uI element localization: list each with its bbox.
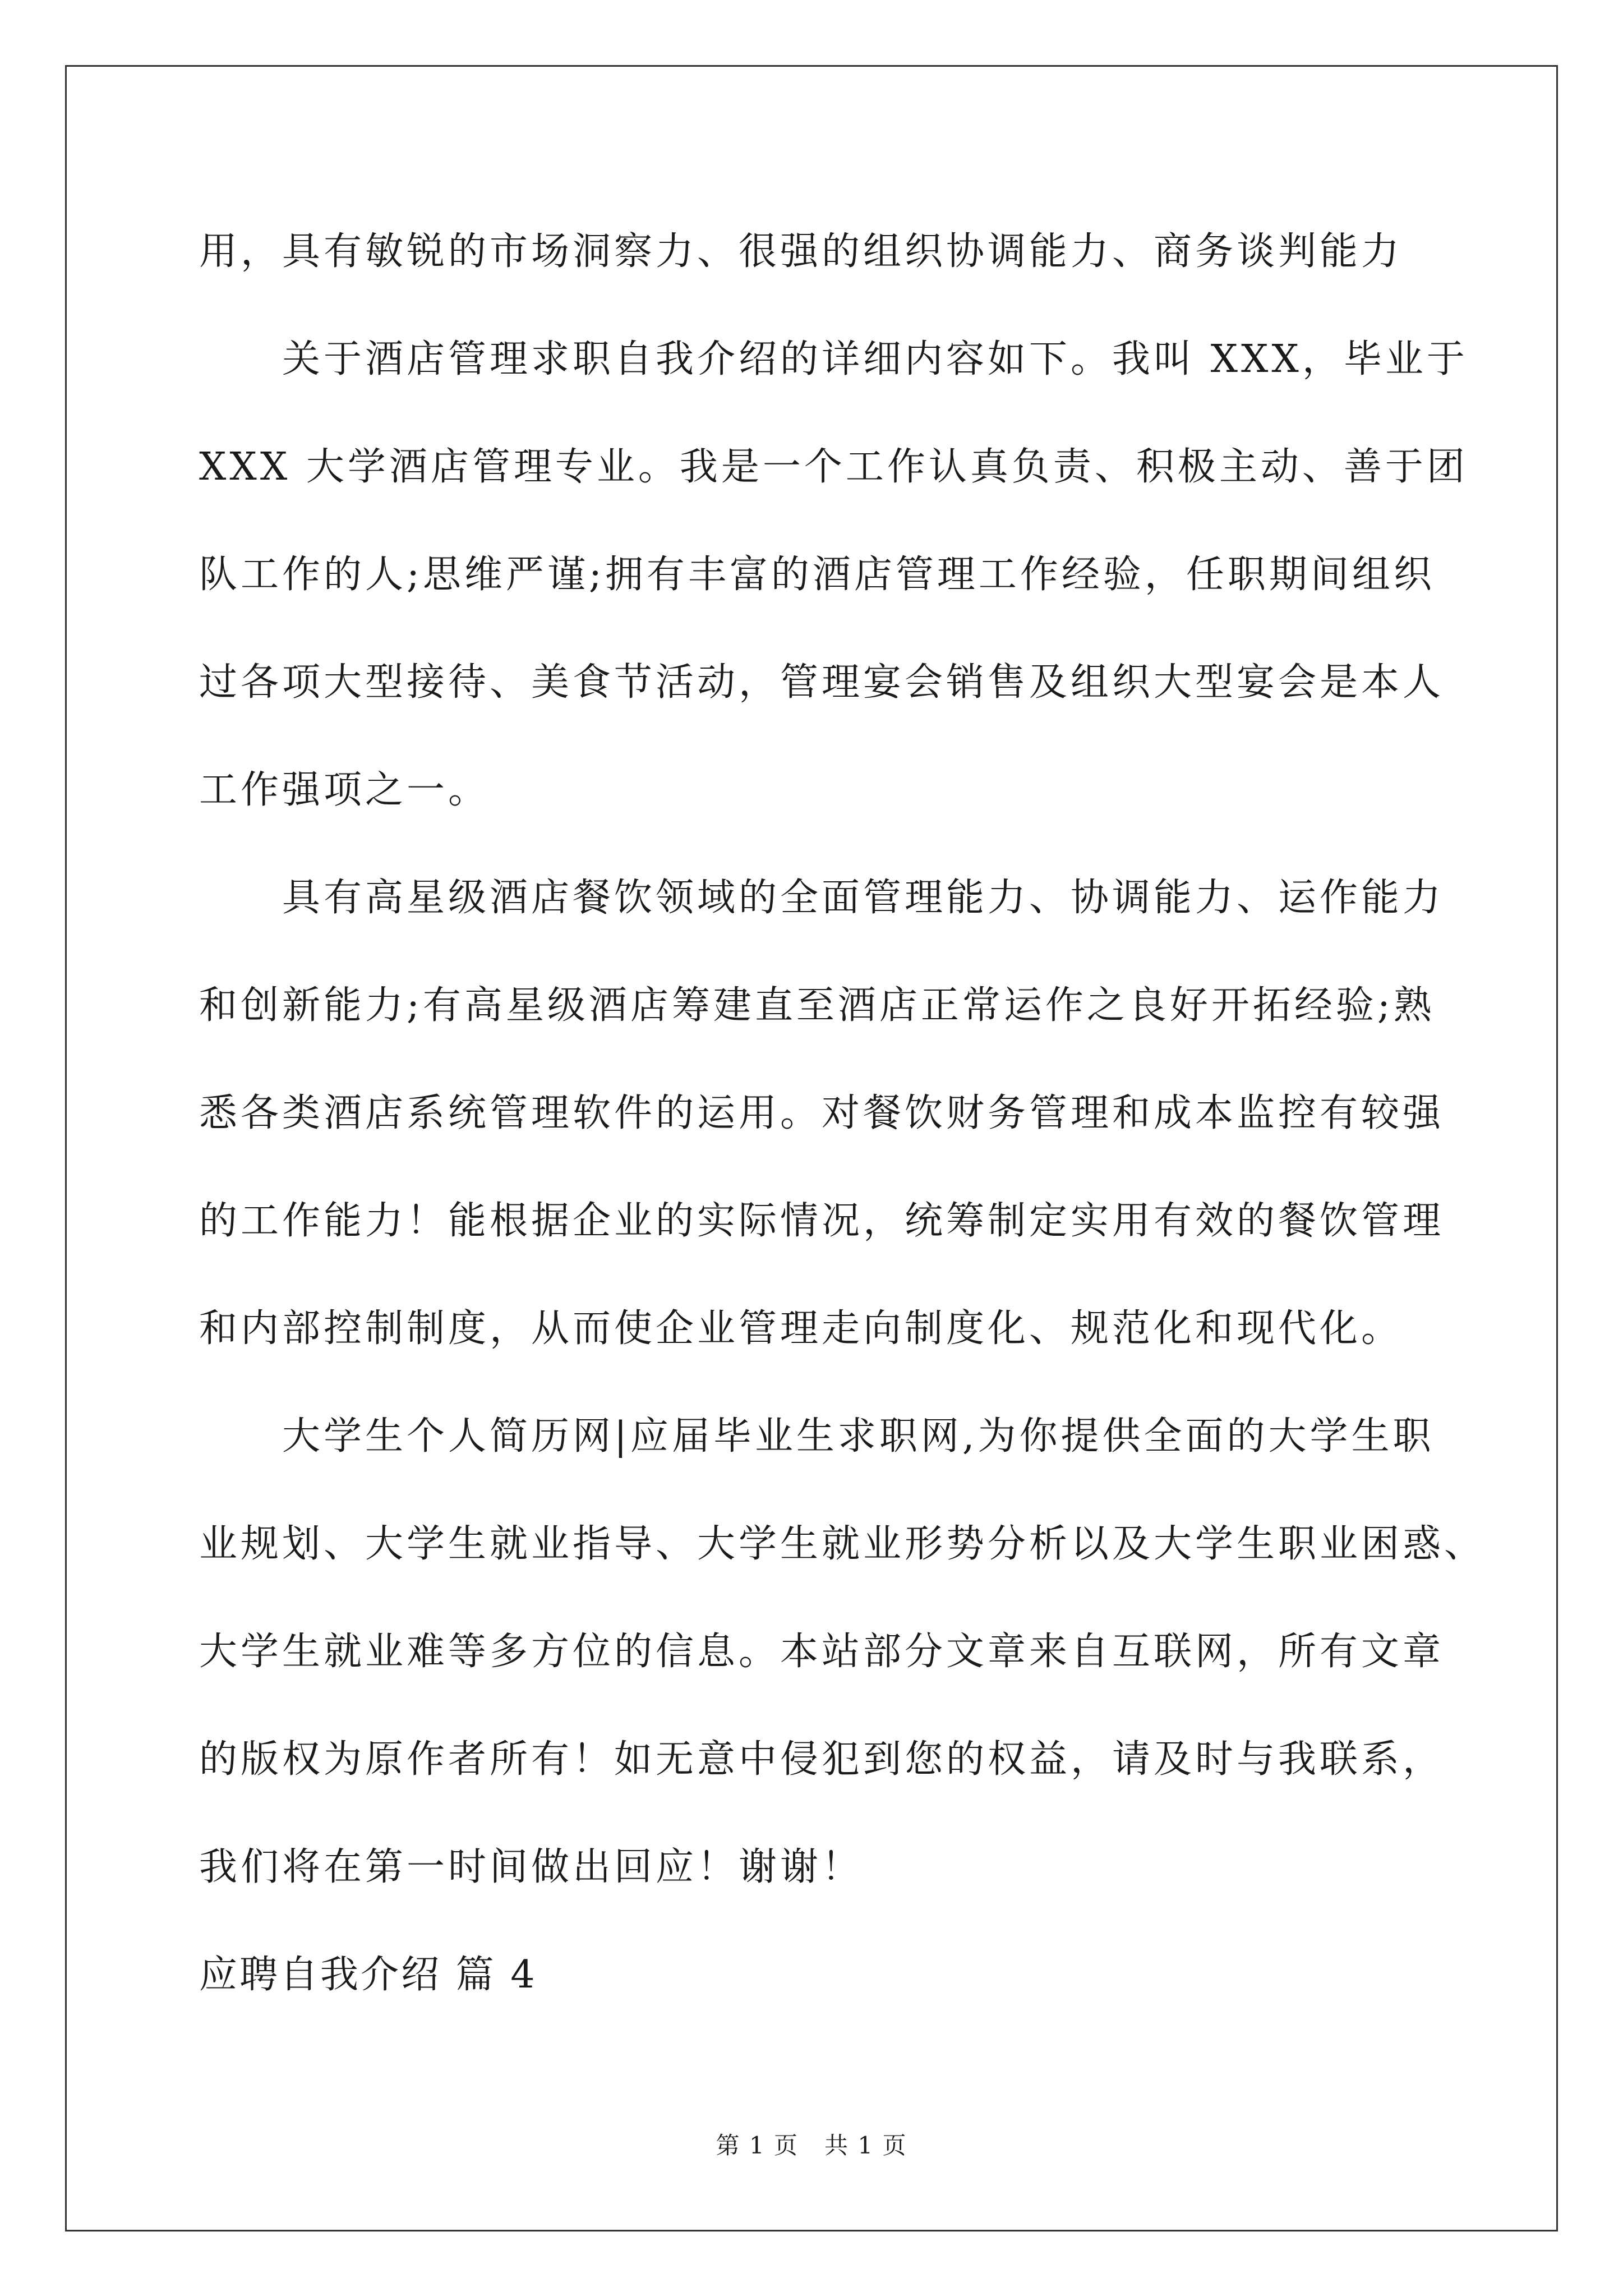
paragraph-line: 和创新能力;有高星级酒店筹建直至酒店正常运作之良好开拓经验;熟 <box>199 983 1435 1028</box>
paragraph-line: 悉各类酒店系统管理软件的运用。对餐饮财务管理和成本监控有较强 <box>199 1091 1445 1135</box>
paragraph-line: 的版权为原作者所有！如无意中侵犯到您的权益，请及时与我联系， <box>199 1737 1445 1782</box>
paragraph-line: 用，具有敏锐的市场洞察力、很强的组织协调能力、商务谈判能力 <box>199 229 1403 274</box>
paragraph-line: XXX 大学酒店管理专业。我是一个工作认真负责、积极主动、善于团 <box>199 445 1468 489</box>
paragraph-line: 大学生个人简历网|应届毕业生求职网,为你提供全面的大学生职 <box>282 1414 1435 1458</box>
paragraph-line: 和内部控制制度，从而使企业管理走向制度化、规范化和现代化。 <box>199 1306 1403 1351</box>
page-footer: 第 1 页 共 1 页 <box>716 2132 907 2159</box>
paragraph-line: 我们将在第一时间做出回应！谢谢！ <box>199 1845 864 1889</box>
section-heading: 应聘自我介绍 篇 4 <box>199 1953 537 1997</box>
paragraph-line: 工作强项之一。 <box>199 768 490 812</box>
paragraph-line: 过各项大型接待、美食节活动，管理宴会销售及组织大型宴会是本人 <box>199 660 1445 705</box>
paragraph-line: 队工作的人;思维严谨;拥有丰富的酒店管理工作经验，任职期间组织 <box>199 553 1435 597</box>
page-border <box>65 65 1558 2231</box>
paragraph-line: 具有高星级酒店餐饮领域的全面管理能力、协调能力、运作能力 <box>282 876 1445 920</box>
paragraph-line: 的工作能力！能根据企业的实际情况，统筹制定实用有效的餐饮管理 <box>199 1199 1445 1243</box>
paragraph-line: 关于酒店管理求职自我介绍的详细内容如下。我叫 XXX，毕业于 <box>282 337 1468 381</box>
paragraph-line: 业规划、大学生就业指导、大学生就业形势分析以及大学生职业困惑、 <box>199 1522 1486 1566</box>
paragraph-line: 大学生就业难等多方位的信息。本站部分文章来自互联网，所有文章 <box>199 1630 1445 1674</box>
